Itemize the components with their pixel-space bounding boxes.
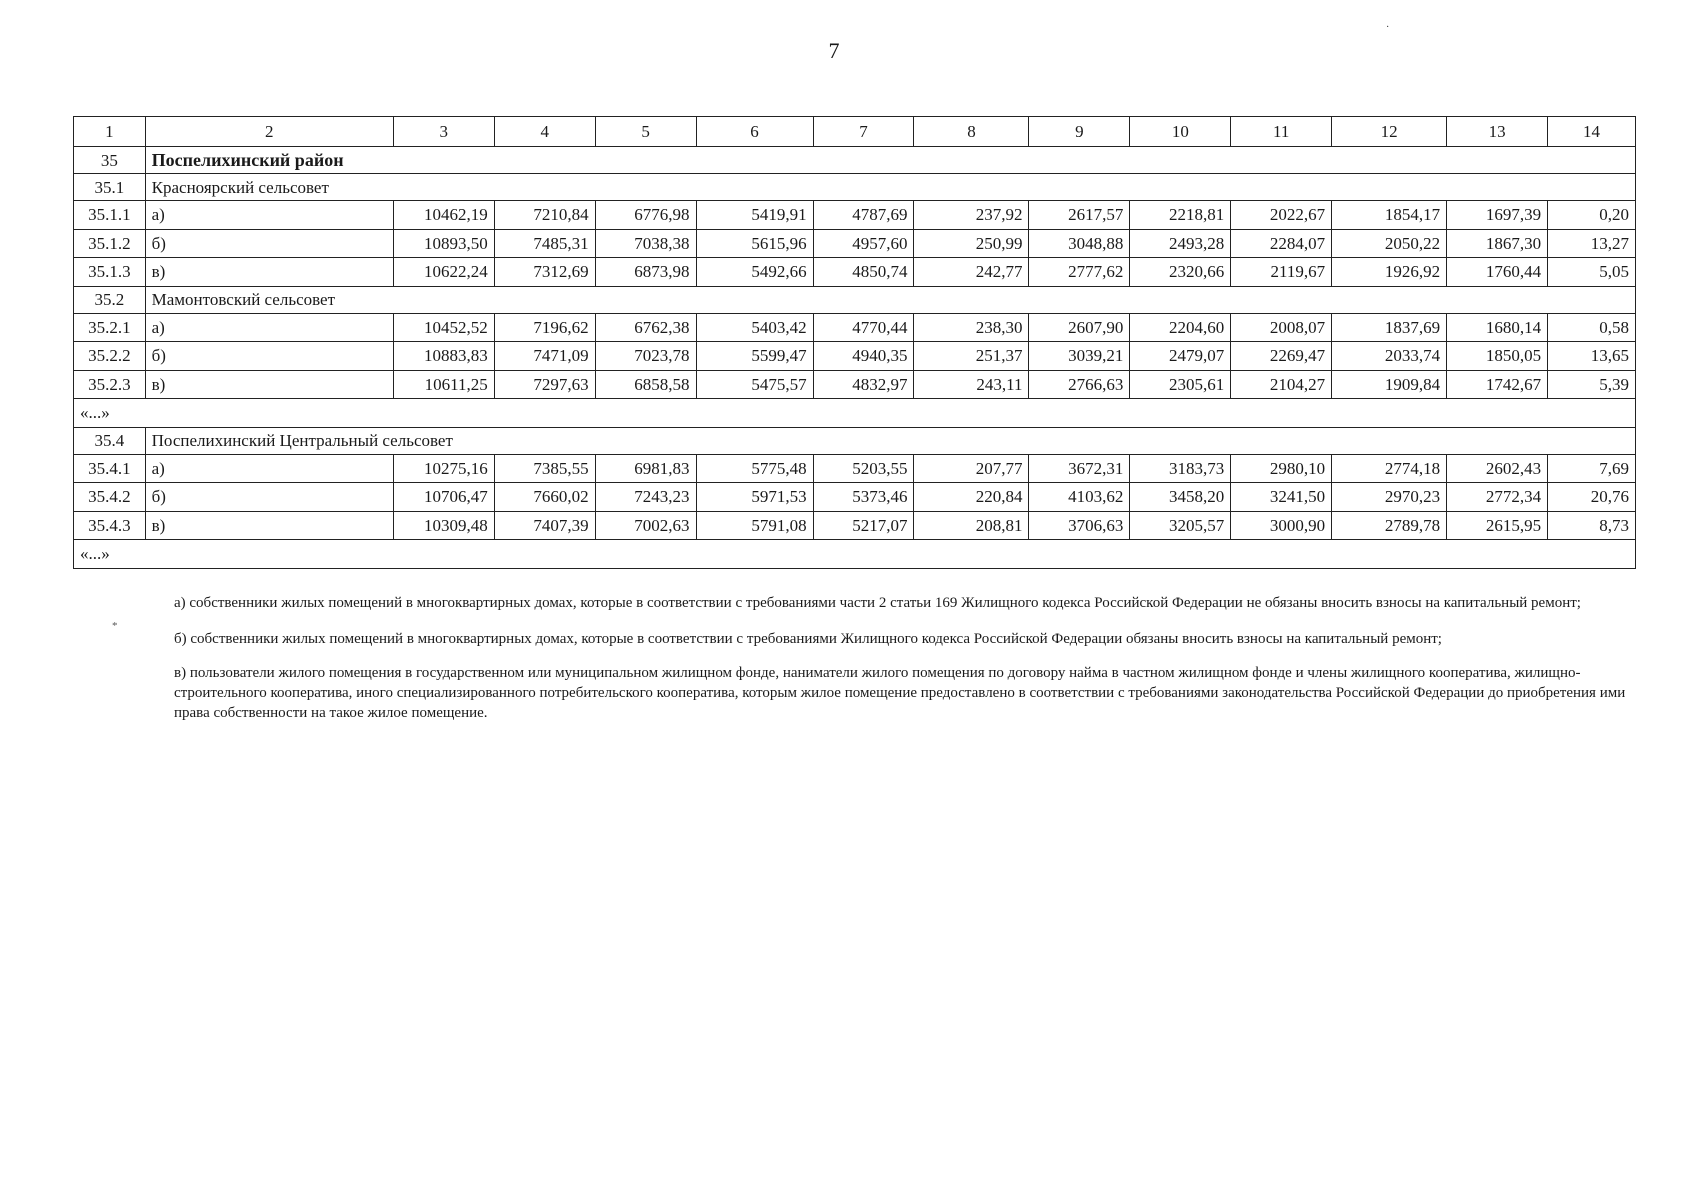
value-cell: 1680,14 (1447, 313, 1548, 342)
value-cell: 243,11 (914, 370, 1029, 399)
value-cell: 3672,31 (1029, 454, 1130, 483)
row-label: б) (145, 483, 393, 512)
value-cell: 220,84 (914, 483, 1029, 512)
value-cell: 5403,42 (696, 313, 813, 342)
value-cell: 2204,60 (1130, 313, 1231, 342)
value-cell: 5492,66 (696, 258, 813, 287)
ellipsis-row (74, 540, 1636, 569)
value-cell: 7297,63 (494, 370, 595, 399)
value-cell: 3183,73 (1130, 454, 1231, 483)
header-row (74, 117, 1636, 147)
value-cell: 4832,97 (813, 370, 914, 399)
row-label: в) (145, 370, 393, 399)
value-cell: 2772,34 (1447, 483, 1548, 512)
column-header: 1 (74, 117, 146, 147)
value-cell: 6776,98 (595, 201, 696, 230)
row-code: 35.4.3 (74, 511, 146, 540)
value-cell: 2615,95 (1447, 511, 1548, 540)
ellipsis-text: «...» (74, 399, 1636, 428)
value-cell: 1926,92 (1332, 258, 1447, 287)
value-cell: 7002,63 (595, 511, 696, 540)
value-cell: 2970,23 (1332, 483, 1447, 512)
section-code: 35.4 (74, 427, 146, 454)
row-code: 35.2.1 (74, 313, 146, 342)
value-cell: 7385,55 (494, 454, 595, 483)
value-cell: 20,76 (1548, 483, 1636, 512)
value-cell: 208,81 (914, 511, 1029, 540)
row-label: а) (145, 313, 393, 342)
value-cell: 1854,17 (1332, 201, 1447, 230)
notes-block (174, 593, 1636, 737)
value-cell: 3458,20 (1130, 483, 1231, 512)
row-label: а) (145, 454, 393, 483)
column-header: 9 (1029, 117, 1130, 147)
value-cell: 4770,44 (813, 313, 914, 342)
value-cell: 8,73 (1548, 511, 1636, 540)
value-cell: 2104,27 (1231, 370, 1332, 399)
value-cell: 1697,39 (1447, 201, 1548, 230)
row-code: 35.2.2 (74, 342, 146, 371)
value-cell: 5475,57 (696, 370, 813, 399)
value-cell: 4957,60 (813, 229, 914, 258)
value-cell: 3039,21 (1029, 342, 1130, 371)
value-cell: 1867,30 (1447, 229, 1548, 258)
table-row (74, 370, 1636, 399)
value-cell: 0,20 (1548, 201, 1636, 230)
row-code: 35.4.2 (74, 483, 146, 512)
value-cell: 2789,78 (1332, 511, 1447, 540)
value-cell: 10309,48 (393, 511, 494, 540)
value-cell: 3205,57 (1130, 511, 1231, 540)
value-cell: 1760,44 (1447, 258, 1548, 287)
value-cell: 5615,96 (696, 229, 813, 258)
value-cell: 10611,25 (393, 370, 494, 399)
table-row (74, 483, 1636, 512)
value-cell: 207,77 (914, 454, 1029, 483)
value-cell: 10462,19 (393, 201, 494, 230)
table-row (74, 201, 1636, 230)
table-row (74, 511, 1636, 540)
note-b: б) собственники жилых помещений в многоквартирных домах, которые в соответствии с требованиями Жилищного кодекса Российской Федерации обязаны вносить взносы на капитальный ремонт; (174, 631, 1442, 647)
scan-speck: · (1386, 22, 1390, 33)
value-cell: 5217,07 (813, 511, 914, 540)
district-name: Поспелихинский район (145, 147, 1635, 174)
tariff-table (73, 116, 1636, 569)
value-cell: 1837,69 (1332, 313, 1447, 342)
value-cell: 1909,84 (1332, 370, 1447, 399)
row-label: а) (145, 201, 393, 230)
district-row (74, 147, 1636, 174)
value-cell: 2479,07 (1130, 342, 1231, 371)
column-header: 3 (393, 117, 494, 147)
value-cell: 6858,58 (595, 370, 696, 399)
value-cell: 7,69 (1548, 454, 1636, 483)
value-cell: 2218,81 (1130, 201, 1231, 230)
value-cell: 2766,63 (1029, 370, 1130, 399)
value-cell: 10622,24 (393, 258, 494, 287)
column-header: 4 (494, 117, 595, 147)
value-cell: 2493,28 (1130, 229, 1231, 258)
value-cell: 3048,88 (1029, 229, 1130, 258)
section-row (74, 427, 1636, 454)
value-cell: 5203,55 (813, 454, 914, 483)
table-row (74, 342, 1636, 371)
value-cell: 2607,90 (1029, 313, 1130, 342)
value-cell: 1742,67 (1447, 370, 1548, 399)
column-header: 5 (595, 117, 696, 147)
value-cell: 251,37 (914, 342, 1029, 371)
page-number: 7 (828, 38, 840, 63)
section-name: Поспелихинский Центральный сельсовет (145, 427, 1635, 454)
value-cell: 2033,74 (1332, 342, 1447, 371)
value-cell: 242,77 (914, 258, 1029, 287)
row-code: 35.2.3 (74, 370, 146, 399)
table-row (74, 229, 1636, 258)
section-row (74, 286, 1636, 313)
value-cell: 2777,62 (1029, 258, 1130, 287)
value-cell: 4940,35 (813, 342, 914, 371)
row-code: 35.4.1 (74, 454, 146, 483)
value-cell: 7210,84 (494, 201, 595, 230)
value-cell: 7196,62 (494, 313, 595, 342)
value-cell: 250,99 (914, 229, 1029, 258)
footnote-marker: * (112, 620, 118, 632)
row-code: 35.1.3 (74, 258, 146, 287)
value-cell: 3000,90 (1231, 511, 1332, 540)
value-cell: 7660,02 (494, 483, 595, 512)
column-header: 11 (1231, 117, 1332, 147)
value-cell: 2022,67 (1231, 201, 1332, 230)
value-cell: 10452,52 (393, 313, 494, 342)
value-cell: 2774,18 (1332, 454, 1447, 483)
value-cell: 2320,66 (1130, 258, 1231, 287)
value-cell: 2284,07 (1231, 229, 1332, 258)
column-header: 8 (914, 117, 1029, 147)
section-code: 35.2 (74, 286, 146, 313)
value-cell: 7243,23 (595, 483, 696, 512)
table-row (74, 454, 1636, 483)
value-cell: 2305,61 (1130, 370, 1231, 399)
value-cell: 5,05 (1548, 258, 1636, 287)
value-cell: 7023,78 (595, 342, 696, 371)
column-header: 7 (813, 117, 914, 147)
value-cell: 2980,10 (1231, 454, 1332, 483)
value-cell: 3241,50 (1231, 483, 1332, 512)
value-cell: 5599,47 (696, 342, 813, 371)
value-cell: 10275,16 (393, 454, 494, 483)
value-cell: 3706,63 (1029, 511, 1130, 540)
column-header: 10 (1130, 117, 1231, 147)
column-header: 2 (145, 117, 393, 147)
value-cell: 238,30 (914, 313, 1029, 342)
section-row (74, 174, 1636, 201)
column-header: 14 (1548, 117, 1636, 147)
row-code: 35.1.1 (74, 201, 146, 230)
section-code: 35.1 (74, 174, 146, 201)
value-cell: 7038,38 (595, 229, 696, 258)
value-cell: 5,39 (1548, 370, 1636, 399)
ellipsis-row (74, 399, 1636, 428)
value-cell: 5971,53 (696, 483, 813, 512)
value-cell: 13,27 (1548, 229, 1636, 258)
value-cell: 2617,57 (1029, 201, 1130, 230)
value-cell: 1850,05 (1447, 342, 1548, 371)
value-cell: 10706,47 (393, 483, 494, 512)
value-cell: 2008,07 (1231, 313, 1332, 342)
value-cell: 5419,91 (696, 201, 813, 230)
note-a: а) собственники жилых помещений в многоквартирных домах, которые в соответствии с требованиями части 2 статьи 169 Жилищного кодекса Российской Федерации не обязаны вносить взносы на капитальный ремонт; (174, 595, 1581, 611)
value-cell: 7407,39 (494, 511, 595, 540)
value-cell: 2602,43 (1447, 454, 1548, 483)
value-cell: 7312,69 (494, 258, 595, 287)
district-code: 35 (74, 147, 146, 174)
value-cell: 6873,98 (595, 258, 696, 287)
value-cell: 5775,48 (696, 454, 813, 483)
row-label: в) (145, 258, 393, 287)
section-name: Красноярский сельсовет (145, 174, 1635, 201)
value-cell: 7485,31 (494, 229, 595, 258)
note-c: в) пользователи жилого помещения в государственном или муниципальном жилищном фонде, наниматели жилого помещения по договору найма в частном жилищном фонде и члены жилищного кооператива, жилищно-строительного кооператива, иного специализированного потребительского кооператива, которым жилое помещение предоставлено в соответствии с требованиями законодательства Российской Федерации до приобретения ими права собственности на такое жилое помещение. (174, 665, 1626, 721)
value-cell: 5373,46 (813, 483, 914, 512)
value-cell: 4103,62 (1029, 483, 1130, 512)
row-code: 35.1.2 (74, 229, 146, 258)
table-row (74, 313, 1636, 342)
column-header: 13 (1447, 117, 1548, 147)
value-cell: 2269,47 (1231, 342, 1332, 371)
value-cell: 6762,38 (595, 313, 696, 342)
value-cell: 237,92 (914, 201, 1029, 230)
value-cell: 13,65 (1548, 342, 1636, 371)
value-cell: 10893,50 (393, 229, 494, 258)
value-cell: 5791,08 (696, 511, 813, 540)
value-cell: 2119,67 (1231, 258, 1332, 287)
column-header: 6 (696, 117, 813, 147)
section-name: Мамонтовский сельсовет (145, 286, 1635, 313)
value-cell: 4850,74 (813, 258, 914, 287)
value-cell: 2050,22 (1332, 229, 1447, 258)
value-cell: 0,58 (1548, 313, 1636, 342)
row-label: б) (145, 229, 393, 258)
table-row (74, 258, 1636, 287)
column-header: 12 (1332, 117, 1447, 147)
value-cell: 6981,83 (595, 454, 696, 483)
value-cell: 10883,83 (393, 342, 494, 371)
row-label: в) (145, 511, 393, 540)
value-cell: 4787,69 (813, 201, 914, 230)
row-label: б) (145, 342, 393, 371)
value-cell: 7471,09 (494, 342, 595, 371)
ellipsis-text: «...» (74, 540, 1636, 569)
